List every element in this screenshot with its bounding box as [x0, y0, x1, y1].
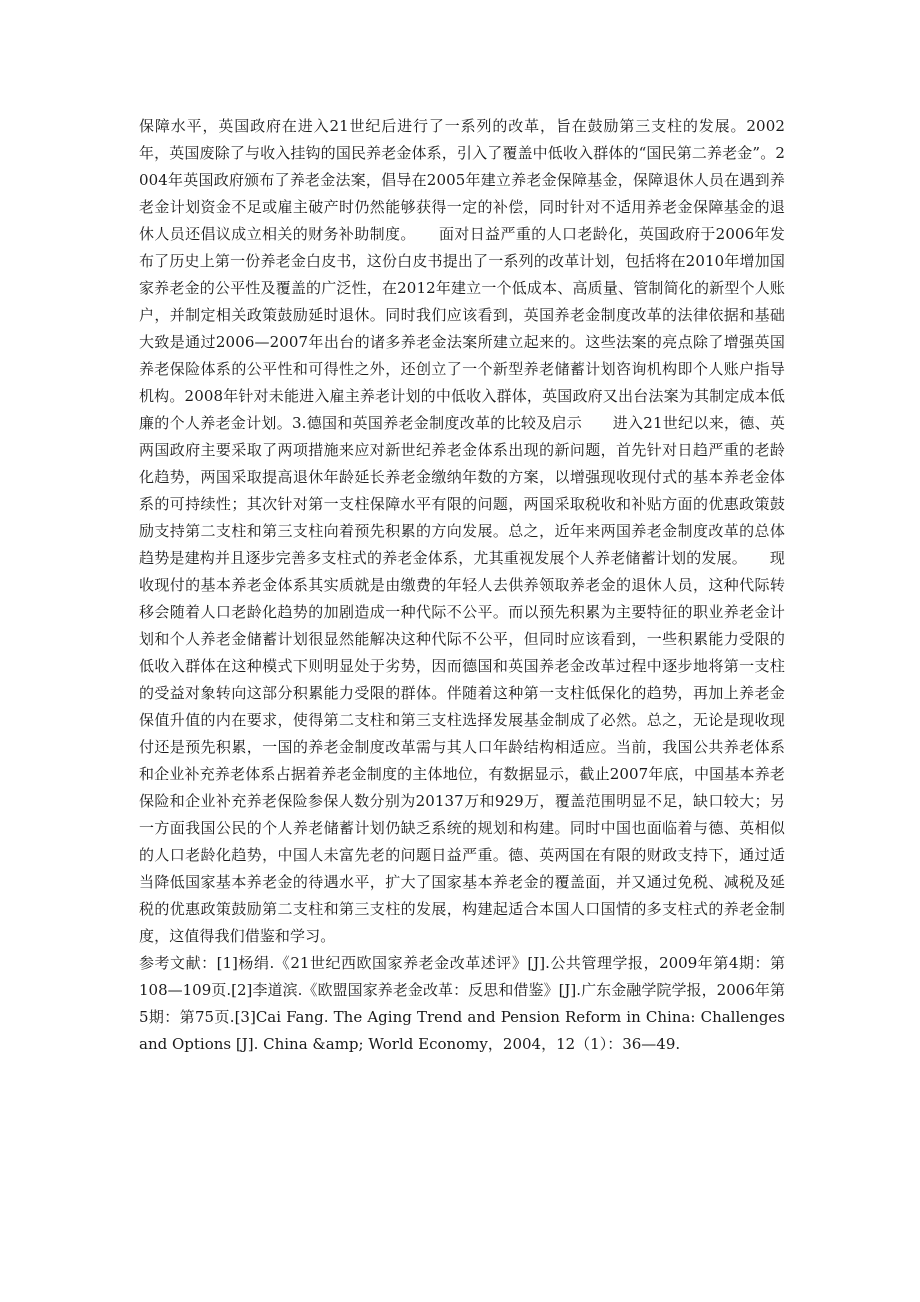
- article-body-paragraph: 保障水平，英国政府在进入21世纪后进行了一系列的改革，旨在鼓励第三支柱的发展。2002年，英国废除了与收入挂钩的国民养老金体系，引入了覆盖中低收入群体的“国民第二养老金”。2004年英国政府颁布了养老金法案，倡导在2005年建立养老金保障基金，保障退休人员在遇到养老金计划资金不足或雇主破产时仍然能够获得一定的补偿，同时针对不适用养老金保障基金的退休人员还倡议成立相关的财务补助制度。 面对日益严重的人口老龄化，英国政府于2006年发布了历史上第一份养老金白皮书，这份白皮书提出了一系列的改革计划，包括将在2010年增加国家养老金的公平性及覆盖的广泛性，在2012年建立一个低成本、高质量、管制简化的新型个人账户，并制定相关政策鼓励延时退休。同时我们应该看到，英国养老金制度改革的法律依据和基础大致是通过2006—2007年出台的诸多养老金法案所建立起来的。这些法案的亮点除了增强英国养老保险体系的公平性和可得性之外，还创立了一个新型养老储蓄计划咨询机构即个人账户指导机构。2008年针对未能进入雇主养老计划的中低收入群体，英国政府又出台法案为其制定成本低廉的个人养老金计划。3.德国和英国养老金制度改革的比较及启示 进入21世纪以来，德、英两国政府主要采取了两项措施来应对新世纪养老金体系出现的新问题，首先针对日趋严重的老龄化趋势，两国采取提高退休年龄延长养老金缴纳年数的方案，以增强现收现付式的基本养老金体系的可持续性；其次针对第一支柱保障水平有限的问题，两国采取税收和补贴方面的优惠政策鼓励支持第二支柱和第三支柱向着预先积累的方向发展。总之，近年来两国养老金制度改革的总体趋势是建构并且逐步完善多支柱式的养老金体系，尤其重视发展个人养老储蓄计划的发展。 现收现付的基本养老金体系其实质就是由缴费的年轻人去供养领取养老金的退休人员，这种代际转移会随着人口老龄化趋势的加剧造成一种代际不公平。而以预先积累为主要特征的职业养老金计划和个人养老金储蓄计划很显然能解决这种代际不公平，但同时应该看到，一些积累能力受限的低收入群体在这种模式下则明显处于劣势，因而德国和英国养老金改革过程中逐步地将第一支柱的受益对象转向这部分积累能力受限的群体。伴随着这种第一支柱低保化的趋势，再加上养老金保值升值的内在要求，使得第二支柱和第三支柱选择发展基金制成了必然。总之，无论是现收现付还是预先积累，一国的养老金制度改革需与其人口年龄结构相适应。当前，我国公共养老体系和企业补充养老体系占据着养老金制度的主体地位，有数据显示，截止2007年底，中国基本养老保险和企业补充养老保险参保人数分别为20137万和929万，覆盖范围明显不足，缺口较大；另一方面我国公民的个人养老储蓄计划仍缺乏系统的规划和构建。同时中国也面临着与德、英相似的人口老龄化趋势，中国人未富先老的问题日益严重。德、英两国在有限的财政支持下，通过适当降低国家基本养老金的待遇水平，扩大了国家基本养老金的覆盖面，并又通过免税、减税及延税的优惠政策鼓励第二支柱和第三支柱的发展，构建起适合本国人口国情的多支柱式的养老金制度，这值得我们借鉴和学习。: [139, 117, 785, 945]
- document-page: [139, 113, 785, 1058]
- references-paragraph: 参考文献：[1]杨绢.《21世纪西欧国家养老金改革述评》[J].公共管理学报，2009年第4期：第108—109页.[2]李道滨.《欧盟国家养老金改革：反思和借鉴》[J].广东金融学院学报，2006年第5期：第75页.[3]Cai Fang. The Aging Trend and Pension Reform in China: Challenges and Options [J]. China &amp; World Economy，2004，12（1）：36—49.: [139, 954, 785, 1053]
